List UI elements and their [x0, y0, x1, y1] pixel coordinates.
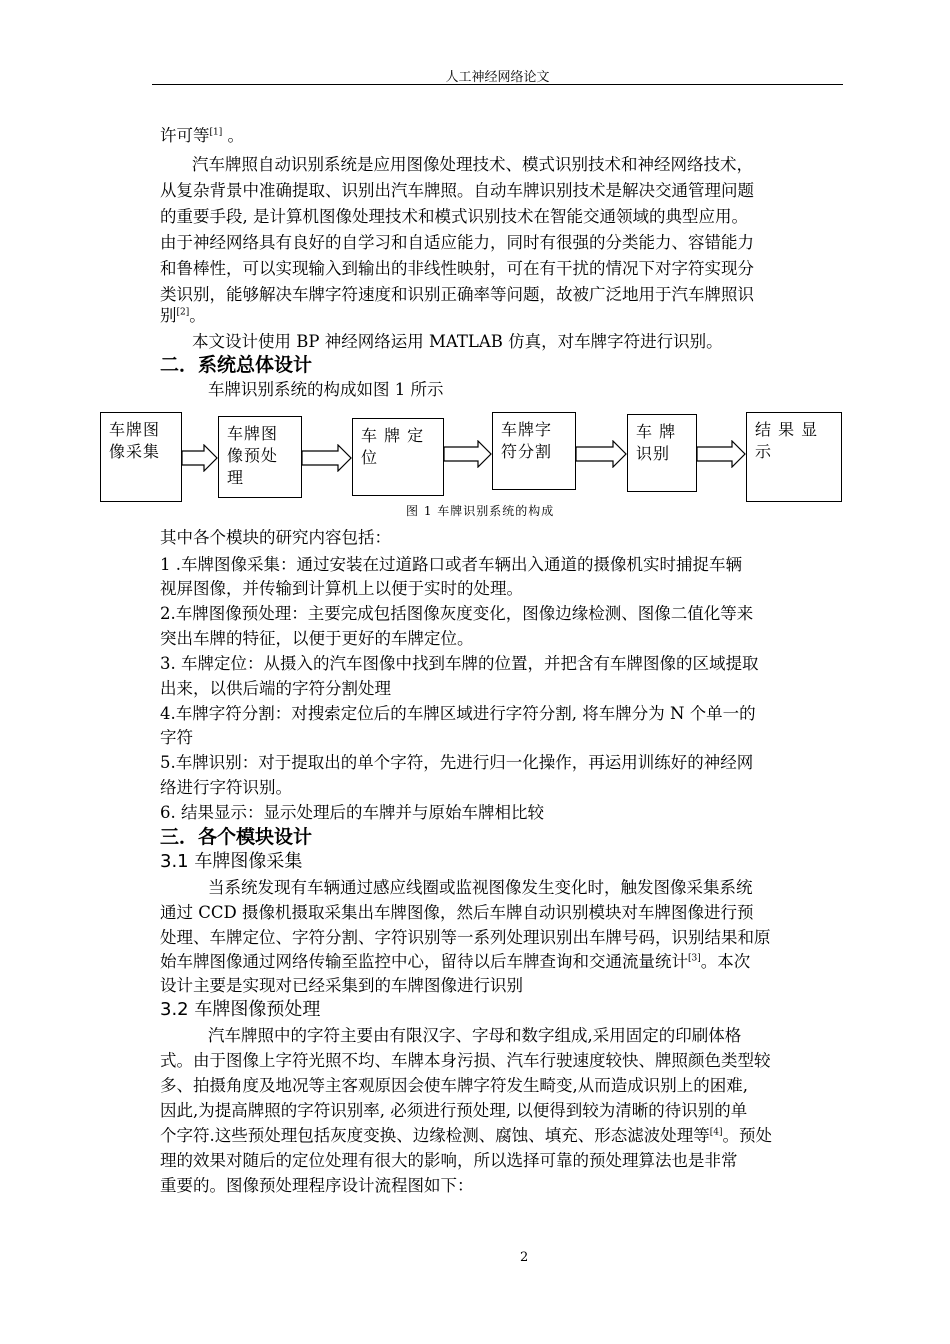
s32-line3: 多、拍摄角度及地况等主客观原因会使车牌字符发生畸变,从而造成识别上的困难, — [160, 1076, 748, 1095]
box-result: 结 果 显示 — [746, 412, 842, 502]
arrow-3 — [444, 440, 492, 468]
item5-line1: 5.车牌识别：对于提取出的单个字符，先进行归一化操作，再运用训练好的神经网 — [160, 753, 754, 772]
arrow-4 — [576, 440, 627, 468]
item6-line1: 6. 结果显示：显示处理后的车牌并与原始车牌相比较 — [160, 803, 544, 822]
page-number: 2 — [520, 1250, 529, 1265]
intro-p1-line1: 汽车牌照自动识别系统是应用图像处理技术、模式识别技术和神经网络技术， — [192, 155, 753, 174]
arrow-2 — [302, 444, 352, 472]
s31-line4: 始车牌图像通过网络传输至监控中心，留待以后车牌查询和交通流量统计[3]。本次 — [160, 952, 751, 971]
box-preprocess: 车牌图像预处理 — [218, 416, 302, 498]
box-segmentation: 车牌字符分割 — [492, 412, 576, 490]
s31-line1: 当系统发现有车辆通过感应线圈或监视图像发生变化时，触发图像采集系统 — [208, 878, 753, 897]
item3-line1: 3. 车牌定位：从摄入的汽车图像中找到车牌的位置，并把含有车牌图像的区域提取 — [160, 654, 759, 673]
citation-1: [1] — [209, 127, 223, 138]
intro-p1-line7: 别[2]。 — [160, 306, 206, 325]
s32-line5: 个字符.这些预处理包括灰度变换、边缘检测、腐蚀、填充、形态滤波处理等[4]。预处 — [160, 1126, 772, 1145]
s31-heading: 3.1 车牌图像采集 — [160, 851, 303, 872]
item3-line2: 出来，以供后端的字符分割处理 — [160, 679, 391, 698]
s32-line6: 理的效果对随后的定位处理有很大的影响，所以选择可靠的预处理算法也是非常 — [160, 1151, 738, 1170]
item1-line2: 视屏图像，并传输到计算机上以便于实时的处理。 — [160, 579, 523, 598]
box-localization: 车 牌 定位 — [352, 418, 444, 496]
s32-line1: 汽车牌照中的字符主要由有限汉字、字母和数字组成,采用固定的印刷体格 — [208, 1026, 742, 1045]
citation-4: [4] — [709, 1127, 723, 1138]
figure-caption: 图 1 车牌识别系统的构成 — [406, 504, 555, 518]
box-recognition: 车 牌 识别 — [627, 414, 697, 492]
intro-p1-line4: 由于神经网络具有良好的自学习和自适应能力，同时有很强的分类能力、容错能力 — [160, 233, 754, 252]
header-rule — [152, 84, 843, 85]
item4-line1: 4.车牌字符分割：对搜索定位后的车牌区域进行字符分割, 将车牌分为 N 个单一的 — [160, 704, 756, 723]
citation-2: [2] — [176, 307, 190, 318]
intro-p1-line6: 类识别，能够解决车牌字符速度和识别正确率等问题，故被广泛地用于汽车牌照识 — [160, 285, 754, 304]
section3-heading: 三．各个模块设计 — [160, 826, 313, 848]
intro-p1-line3: 的重要手段, 是计算机图像处理技术和模式识别技术在智能交通领域的典型应用。 — [160, 207, 748, 226]
item4-line2: 字符 — [160, 728, 193, 747]
section2-lead: 车牌识别系统的构成如图 1 所示 — [208, 380, 444, 399]
s32-line7: 重要的。图像预处理程序设计流程图如下： — [160, 1176, 474, 1195]
item2-line1: 2.车牌图像预处理：主要完成包括图像灰度变化，图像边缘检测、图像二值化等来 — [160, 604, 754, 623]
s31-line5: 设计主要是实现对已经采集到的车牌图像进行识别 — [160, 976, 523, 995]
item2-line2: 突出车牌的特征，以便于更好的车牌定位。 — [160, 629, 474, 648]
intro-line0: 许可等[1] 。 — [160, 126, 244, 145]
item5-line2: 络进行字符识别。 — [160, 778, 292, 797]
arrow-5 — [697, 440, 746, 468]
section2-heading: 二．系统总体设计 — [160, 354, 313, 376]
intro-p2: 本文设计使用 BP 神经网络运用 MATLAB 仿真，对车牌字符进行识别。 — [192, 332, 723, 351]
s32-heading: 3.2 车牌图像预处理 — [160, 999, 321, 1020]
s32-line2: 式。由于图像上字符光照不均、车牌本身污损、汽车行驶速度较快、牌照颜色类型较 — [160, 1051, 771, 1070]
citation-3: [3] — [688, 953, 701, 964]
s32-line4: 因此,为提高牌照的字符识别率, 必须进行预处理, 以便得到较为清晰的待识别的单 — [160, 1101, 748, 1120]
item1-line1: 1 .车牌图像采集：通过安装在过道路口或者车辆出入通道的摄像机实时捕捉车辆 — [160, 555, 742, 574]
s31-line2: 通过 CCD 摄像机摄取采集出车牌图像，然后车牌自动识别模块对车牌图像进行预 — [160, 903, 754, 922]
arrow-1 — [182, 444, 218, 472]
modules-intro: 其中各个模块的研究内容包括： — [160, 528, 391, 547]
box-image-capture: 车牌图像采集 — [100, 412, 182, 502]
intro-p1-line5: 和鲁棒性，可以实现输入到输出的非线性映射，可在有干扰的情况下对字符实现分 — [160, 259, 754, 278]
intro-p1-line2: 从复杂背景中准确提取、识别出汽车牌照。自动车牌识别技术是解决交通管理问题 — [160, 181, 754, 200]
running-header: 人工神经网络论文 — [445, 70, 550, 85]
s31-line3: 处理、车牌定位、字符分割、字符识别等一系列处理识别出车牌号码，识别结果和原 — [160, 928, 771, 947]
